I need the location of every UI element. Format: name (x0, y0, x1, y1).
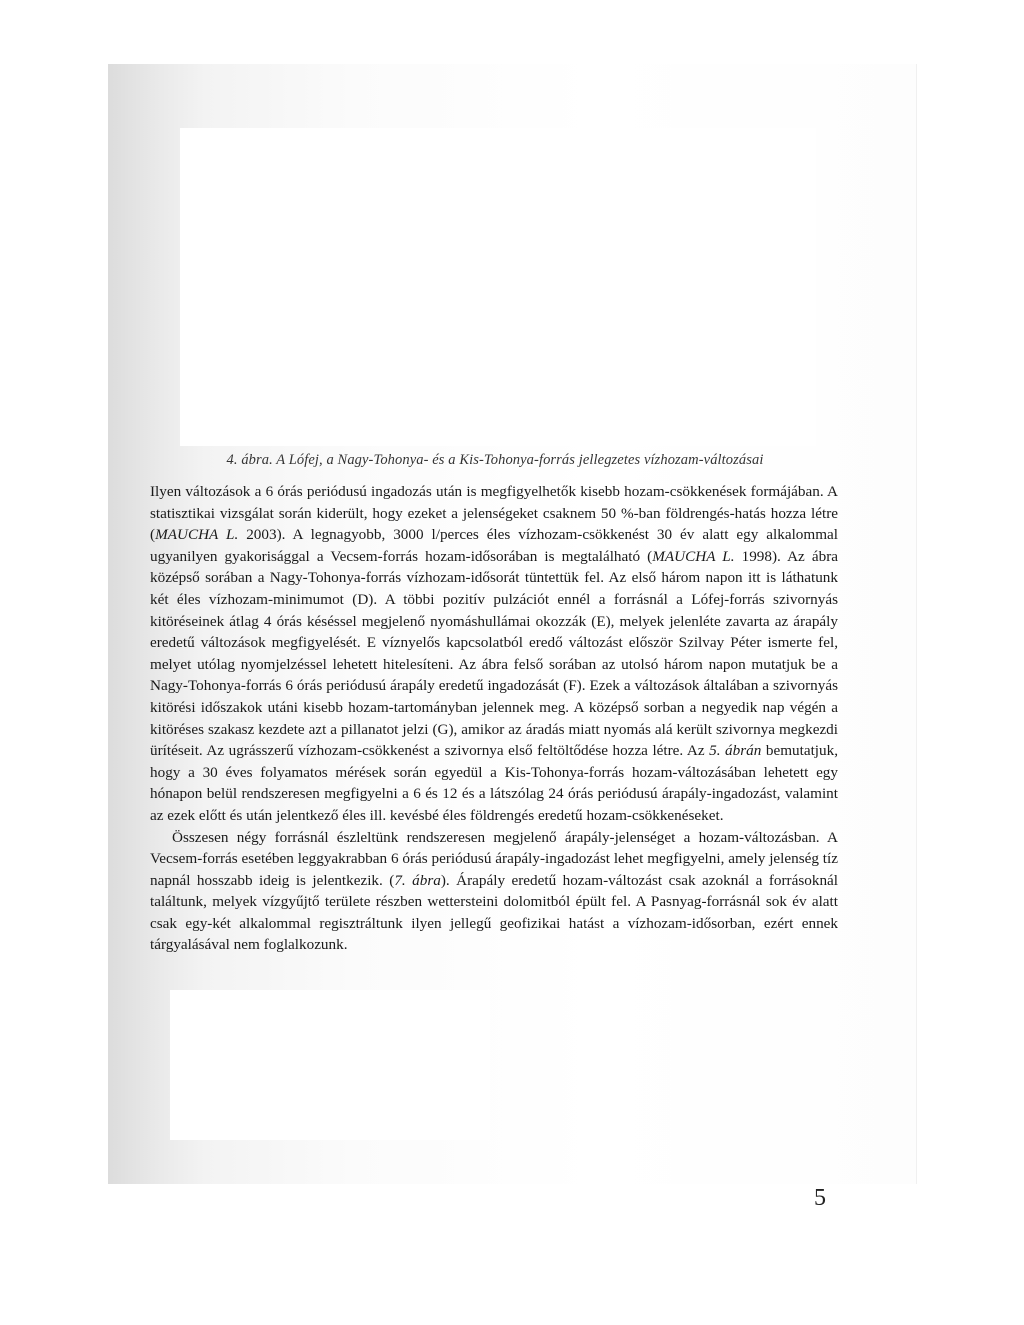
citation-author: MAUCHA L. (652, 547, 735, 565)
figure-reference: 5. ábrán (709, 742, 762, 760)
text-segment: bemutatjuk, hogy a 30 éves folyamatos mérések során egyedül a Kis-Tohonya-forrás hozam-változásában lehetett egy hónapon belül rendszeresen megfigyelni a 6 és 12 és a látszólag 24 órás periódusú árapály-ingadozást, valamint az ezek előtt és után jelentkező éles ill. kevésbé éles földrengés eredetű hozam-csökkenéseket. (150, 742, 838, 824)
blank-scan-area (170, 990, 490, 1140)
text-segment: 2003). A legnagyobb, 3000 l/perces éles vízhozam-csökkenést 30 év alatt egy alkalommal ugyanilyen gyakorisággal a Vecsem-forrás hozam-idősorában is megtalálható ( (150, 526, 838, 565)
text-segment: ). Árapály eredetű hozam-változást csak azoknál a forrásoknál találtunk, melyek vízgyűjtő területe részben wettersteini dolomitból épült fel. A Pasnyag-forrásnál sok év alatt csak egy-két alkalommal regisztráltunk ilyen jellegű geofizikai hatást a vízhozam-idősorban, ezért ennek tárgyalásával nem foglalkozunk. (150, 871, 838, 954)
paragraph-1 (150, 481, 838, 827)
text-segment: Ilyen változások a 6 órás periódusú ingadozás után is megfigyelhetők kisebb hozam-csökkenések formájában. A statisztikai vizsgálat során kiderült, hogy ezeket a jelenségeket csaknem 50 %-ban földrengés-hatás hozza létre ( (150, 483, 838, 544)
page-number: 5 (814, 1185, 826, 1211)
figure-reference: 7. ábra (394, 871, 441, 889)
citation-author: MAUCHA L. (155, 526, 239, 544)
figure-image-area (180, 128, 816, 446)
text-segment: 1998). Az ábra középső sorában a Nagy-Tohonya-forrás vízhozam-idősorát tüntettük fel. Az első három napon itt is láthatunk két éles vízhozam-minimumot (D). A többi pozitív pulzációt ennél a forrásnál a Lófej-forrás szivornyás kitöréseinek átlag 4 órás késéssel megjelenő nyomáshullámai okozzák (E), melyek jelenléte zavarta az árapály eredetű változások megfigyelését. E víznyelős kapcsolatból eredő változást először Szilvay Péter ismerte fel, melyet utólag nyomjelzéssel lehetett hitelesíteni. Az ábra felső sorában az utolsó három napon mutatjuk be a Nagy-Tohonya-forrás 6 órás periódusú árapály eredetű ingadozását (F). Ezek a változások általában a szivornyás kitörési időszakok utáni kisebb hozam-tartományban jelennek meg. A középső sorban a negyedik nap végén a kitöréses szakasz kezdete azt a pillanatot jelzi (G), amikor az áradás miatt nyomás alá került szivornya megkezdi ürítéseit. Az ugrásszerű vízhozam-csökkenést a szivornya első feltöltődése hozza létre. Az (150, 547, 838, 760)
text-segment: Összesen négy forrásnál észleltünk rendszeresen megjelenő árapály-jelenséget a hozam-változásban. A Vecsem-forrás esetében leggyakrabban 6 órás periódusú árapály-ingadozást lehet megfigyelni, amely jelenség tíz napnál hosszabb ideig is jelentkezik. ( (150, 828, 838, 889)
paragraph-2 (150, 827, 838, 957)
body-text (150, 481, 838, 956)
figure-caption: 4. ábra. A Lófej, a Nagy-Tohonya- és a Kis-Tohonya-forrás jellegzetes vízhozam-változásai (226, 452, 764, 468)
